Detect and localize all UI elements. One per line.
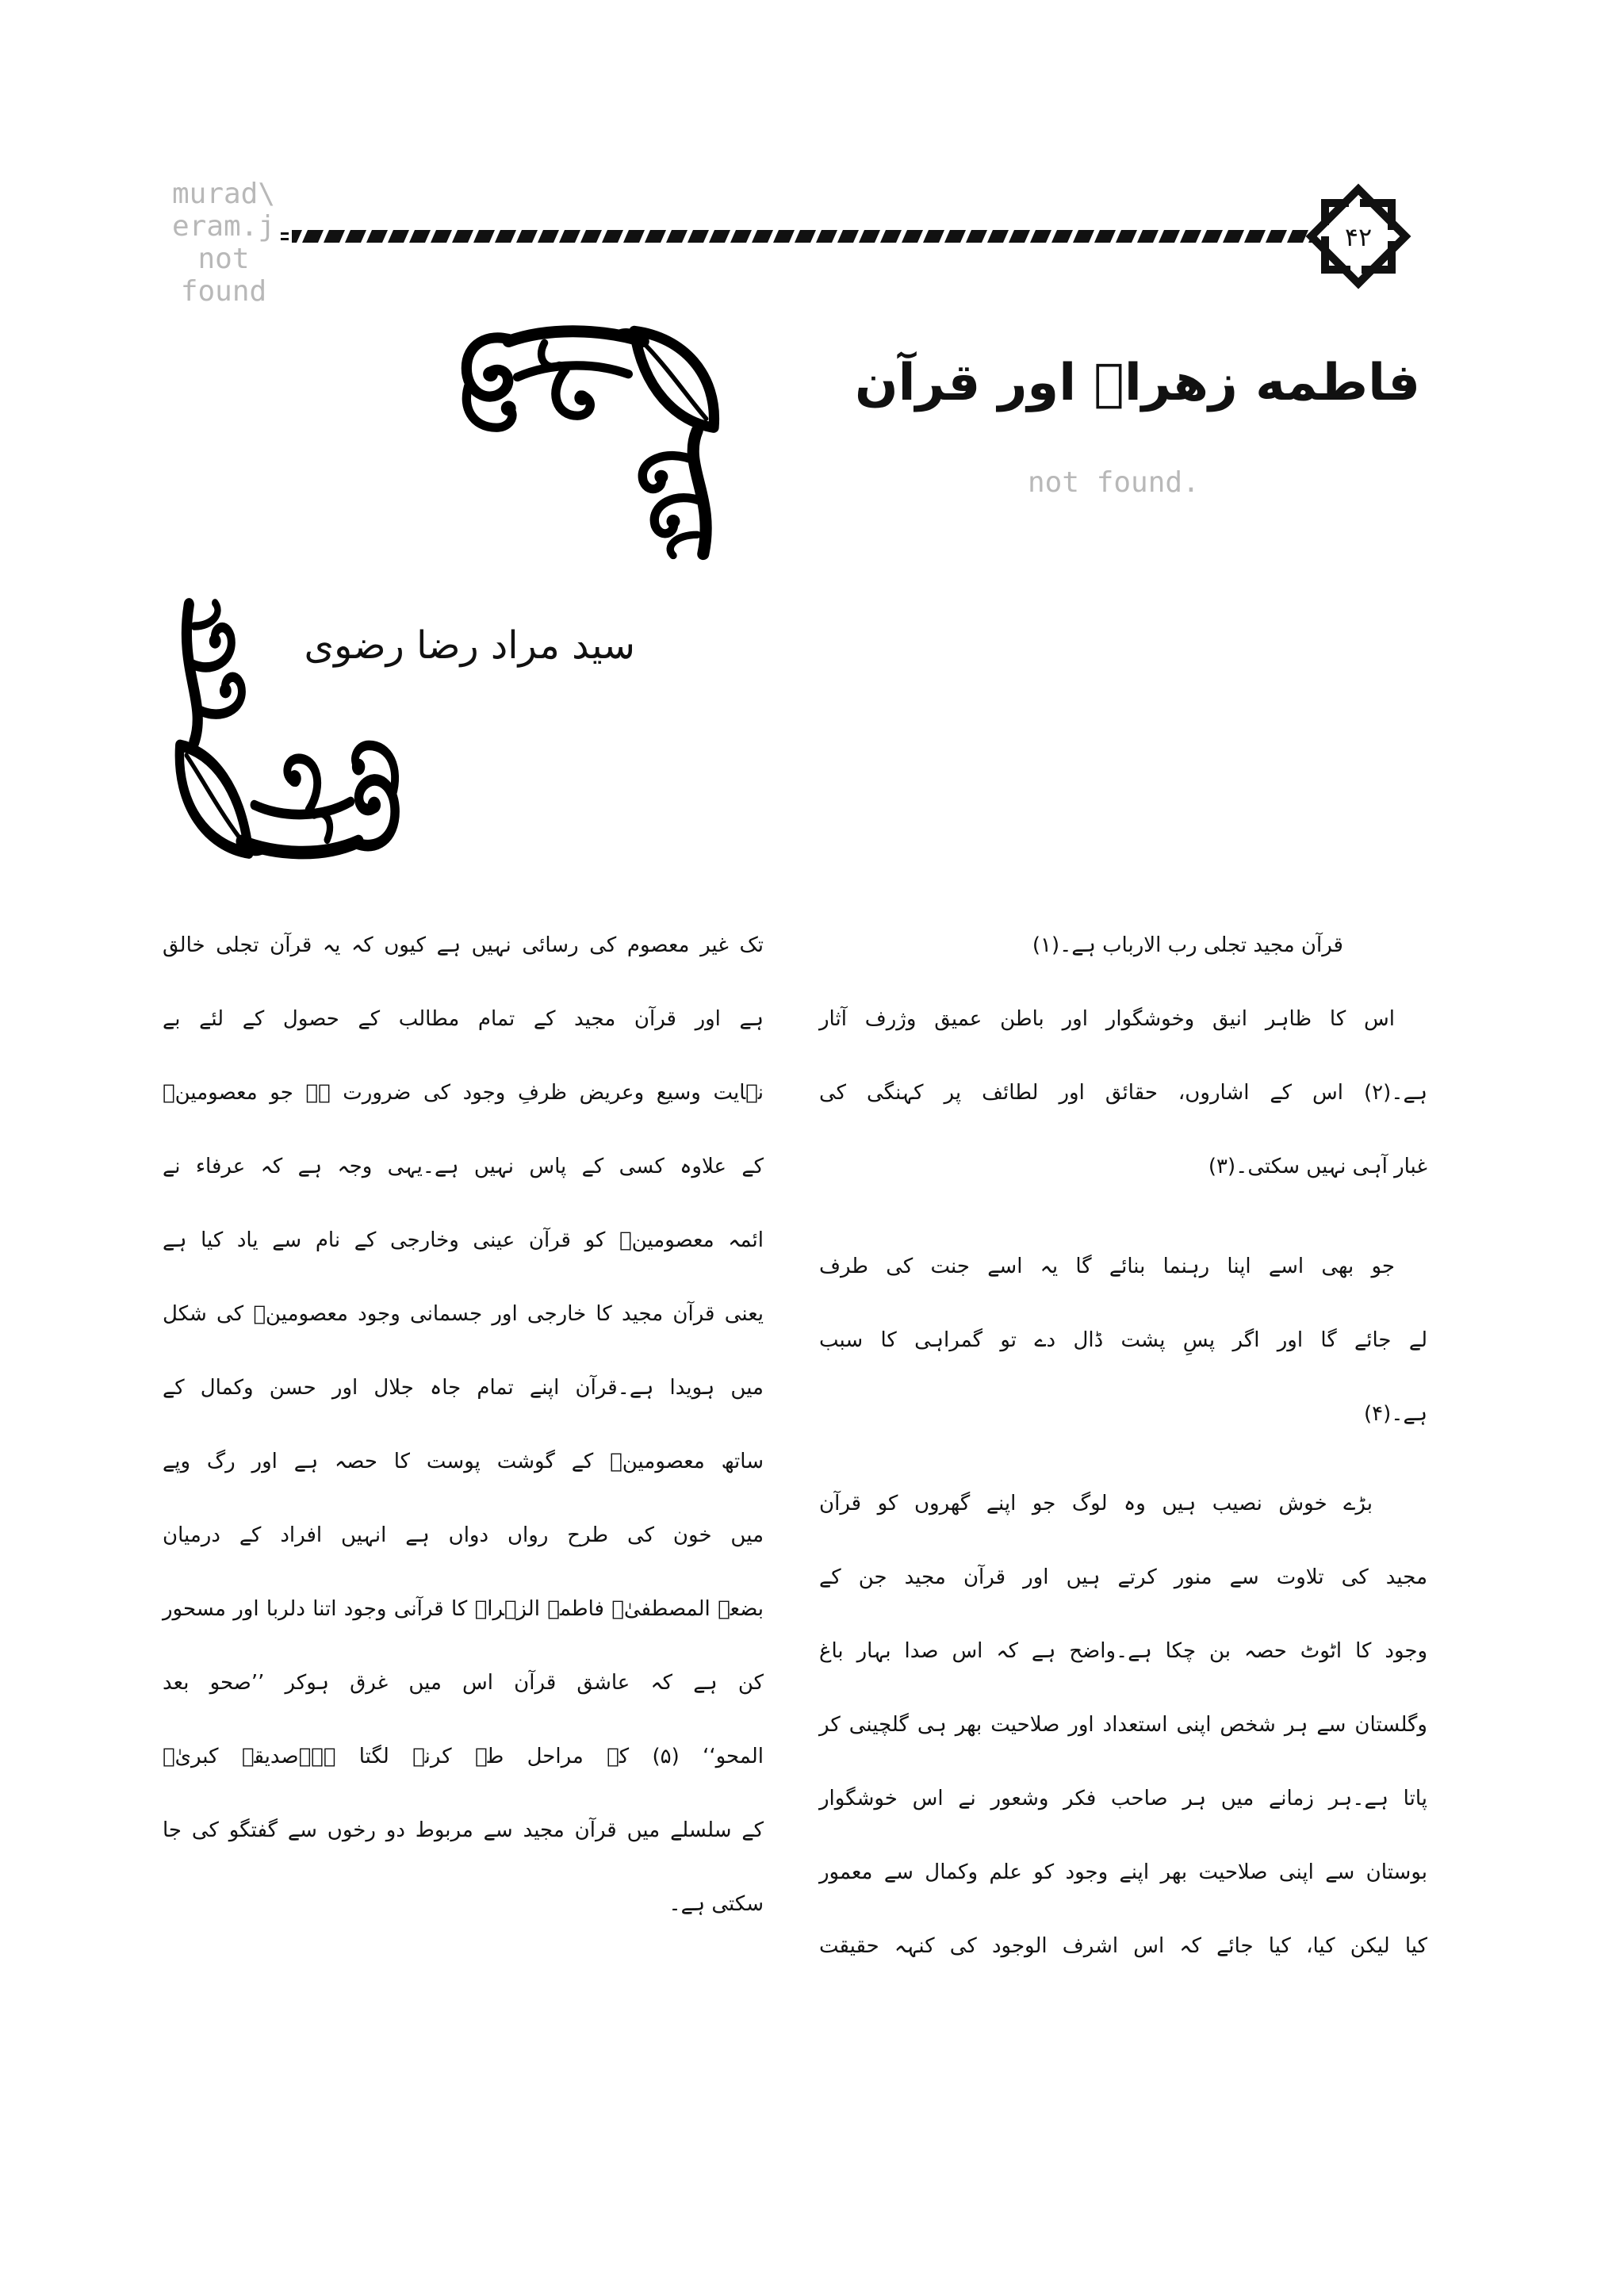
text-line: یعنی قرآن مجید کا خارجی اور جسمانی وجود معصومینؑ کی شکل bbox=[163, 1302, 764, 1326]
text-line: کن ہے کہ عاشق قرآن اس میں غرق ہوکر ’’صحو بعد bbox=[163, 1671, 764, 1695]
broken-image-text: eram.j bbox=[171, 210, 276, 243]
text-line: کے سلسلے میں قرآن مجید سے مربوط دو رخوں سے گفتگو کی جا bbox=[163, 1818, 764, 1842]
text-line: مجید کی تلاوت سے منور کرتے ہیں اور قرآن مجید جن کے bbox=[819, 1565, 1427, 1589]
text-line: بوستان سے اپنی صلاحیت بھر اپنے وجود کو علم وکمال سے معمور bbox=[819, 1860, 1427, 1884]
text-line: وگلستان سے ہر شخص اپنی استعداد اور صلاحیت بھر ہی گلچینی کر bbox=[819, 1713, 1427, 1737]
text-line: جو بھی اسے اپنا رہنما بنائے گا یہ اسے جنت کی طرف bbox=[819, 1255, 1395, 1278]
text-line: ہے۔(۴) bbox=[1364, 1402, 1427, 1426]
header-chain-rule bbox=[281, 228, 1313, 245]
text-line: المحو‘‘ (۵) کے مراحل طے کرنے لگتا ہے۔صدیقۂ کبریٰؑ bbox=[163, 1745, 764, 1768]
broken-image-text: not found. bbox=[1028, 466, 1200, 499]
text-line: میں خون کی طرح رواں دواں ہے انہیں افراد کے درمیان bbox=[163, 1523, 764, 1547]
text-line: ساتھ معصومینؑ کے گوشت پوست کا حصہ ہے اور رگ وپے bbox=[163, 1450, 764, 1473]
text-line: پاتا ہے۔ہر زمانے میں ہر صاحب فکر وشعور نے اس خوشگوار bbox=[819, 1787, 1427, 1810]
left-text-column bbox=[163, 909, 764, 1941]
text-line: کیا لیکن کیا، کیا جائے کہ اس اشرف الوجود کی کنہہ حقیقت bbox=[819, 1934, 1428, 1958]
page-number-emblem bbox=[1303, 181, 1414, 292]
text-line: بضعۃ المصطفیٰؐ فاطمۃ الزہراؑ کا قرآنی وجود اتنا دلربا اور مسحور bbox=[163, 1597, 764, 1621]
text-line: اس کا ظاہر انیق وخوشگوار اور باطن عمیق وژرف آثار bbox=[819, 1007, 1395, 1031]
page-number: ۴۲ bbox=[1344, 222, 1373, 252]
text-line: ہے اور قرآن مجید کے تمام مطالب کے حصول کے لئے بے bbox=[163, 1007, 764, 1031]
text-line: ائمہ معصومینؑ کو قرآن عینی وخارجی کے نام سے یاد کیا ہے bbox=[163, 1228, 764, 1252]
text-line: تک غیر معصوم کی رسائی نہیں ہے کیوں کہ یہ قرآن تجلی خالق bbox=[163, 933, 764, 957]
author-name: سید مراد رضا رضوی bbox=[304, 623, 635, 668]
text-line: لے جائے گا اور اگر پسِ پشت ڈال دے تو گمراہی کا سبب bbox=[819, 1328, 1427, 1352]
floral-ornament-icon bbox=[458, 324, 727, 561]
right-text-column bbox=[819, 909, 1427, 1983]
text-line: قرآن مجید تجلی رب الارباب ہے۔(۱) bbox=[1032, 933, 1343, 957]
text-line: بڑے خوش نصیب ہیں وہ لوگ جو اپنے گھروں کو قرآن bbox=[819, 1492, 1373, 1515]
text-line: کے علاوہ کسی کے پاس نہیں ہے۔یہی وجہ ہے کہ عرفاء نے bbox=[163, 1155, 764, 1178]
text-line: نہایت وسیع وعریض ظرفِ وجود کی ضرورت ہے جو معصومینؑ bbox=[163, 1081, 764, 1105]
article-title: فاطمه زهراؑ اور قرآن bbox=[855, 354, 1420, 412]
broken-image-placeholder bbox=[155, 178, 292, 308]
floral-ornament-icon bbox=[168, 596, 403, 861]
broken-image-text: murad\ bbox=[171, 178, 276, 210]
text-line: ہے۔(۲) اس کے اشاروں، حقائق اور لطائف پر کہنگی کی bbox=[819, 1081, 1427, 1105]
text-line: غبار آہی نہیں سکتی۔(۳) bbox=[1208, 1155, 1427, 1178]
broken-image-text: not bbox=[197, 243, 250, 275]
text-line: وجود کا اٹوٹ حصہ بن چکا ہے۔واضح ہے کہ اس صدا بہار باغ bbox=[819, 1639, 1427, 1663]
text-line: میں ہویدا ہے۔قرآن اپنے تمام جاہ جلال اور حسن وکمال کے bbox=[163, 1376, 764, 1400]
broken-image-text: found bbox=[180, 275, 267, 308]
text-line: سکتی ہے۔ bbox=[668, 1892, 764, 1916]
